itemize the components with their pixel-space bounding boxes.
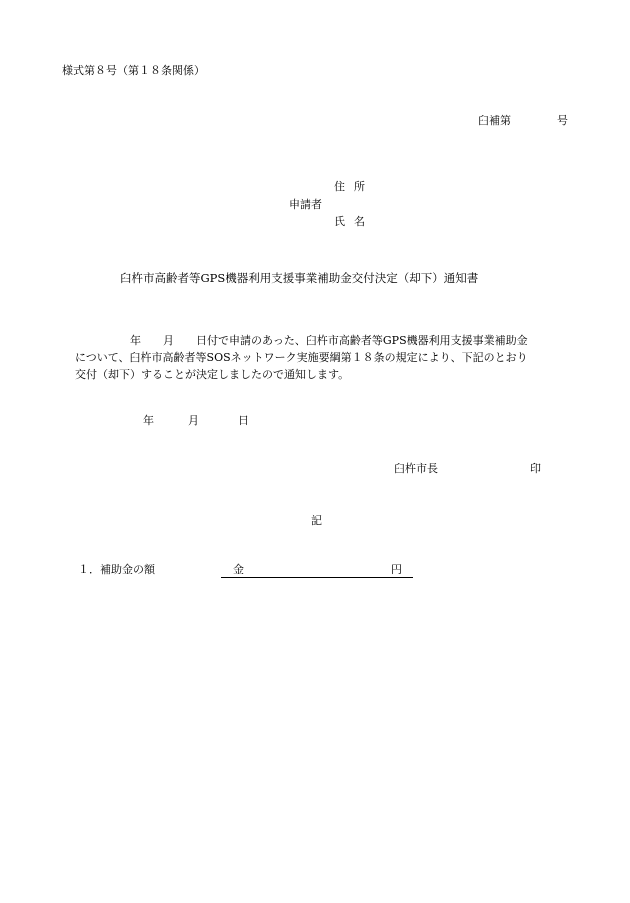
notice-body-line: 年 月 日付で申請のあった、臼杵市高齢者等GPS機器利用支援事業補助金 [75, 334, 528, 347]
document-number-suffix: 号 [557, 114, 568, 127]
name-label: 氏名 [334, 215, 374, 228]
applicant-label: 申請者 [289, 198, 322, 211]
issuer-title: 臼杵市長 [394, 462, 438, 475]
notice-body [75, 332, 528, 383]
notice-body-line: について、臼杵市高齢者等SOSネットワーク実施要綱第１８条の規定により、下記のとおり [75, 351, 528, 364]
notice-date [143, 415, 249, 426]
amount-prefix: 金 [233, 563, 244, 576]
seal-mark: 印 [530, 462, 541, 475]
date-day-label: 日 [238, 414, 249, 427]
form-number: 様式第８号（第１８条関係） [62, 64, 205, 77]
notice-body-line: 交付（却下）することが決定しましたので通知します。 [75, 368, 350, 381]
amount-suffix: 円 [391, 563, 402, 576]
date-month-label: 月 [188, 414, 199, 427]
address-label: 住所 [334, 180, 374, 193]
document-number-prefix: 臼補第 [478, 114, 511, 127]
item-subsidy-amount-label: １．補助金の額 [78, 563, 155, 576]
ki-heading: 記 [311, 514, 322, 527]
date-year-label: 年 [143, 414, 154, 427]
document-title: 臼杵市高齢者等GPS機器利用支援事業補助金交付決定（却下）通知書 [120, 271, 479, 285]
subsidy-amount-field [221, 564, 413, 578]
